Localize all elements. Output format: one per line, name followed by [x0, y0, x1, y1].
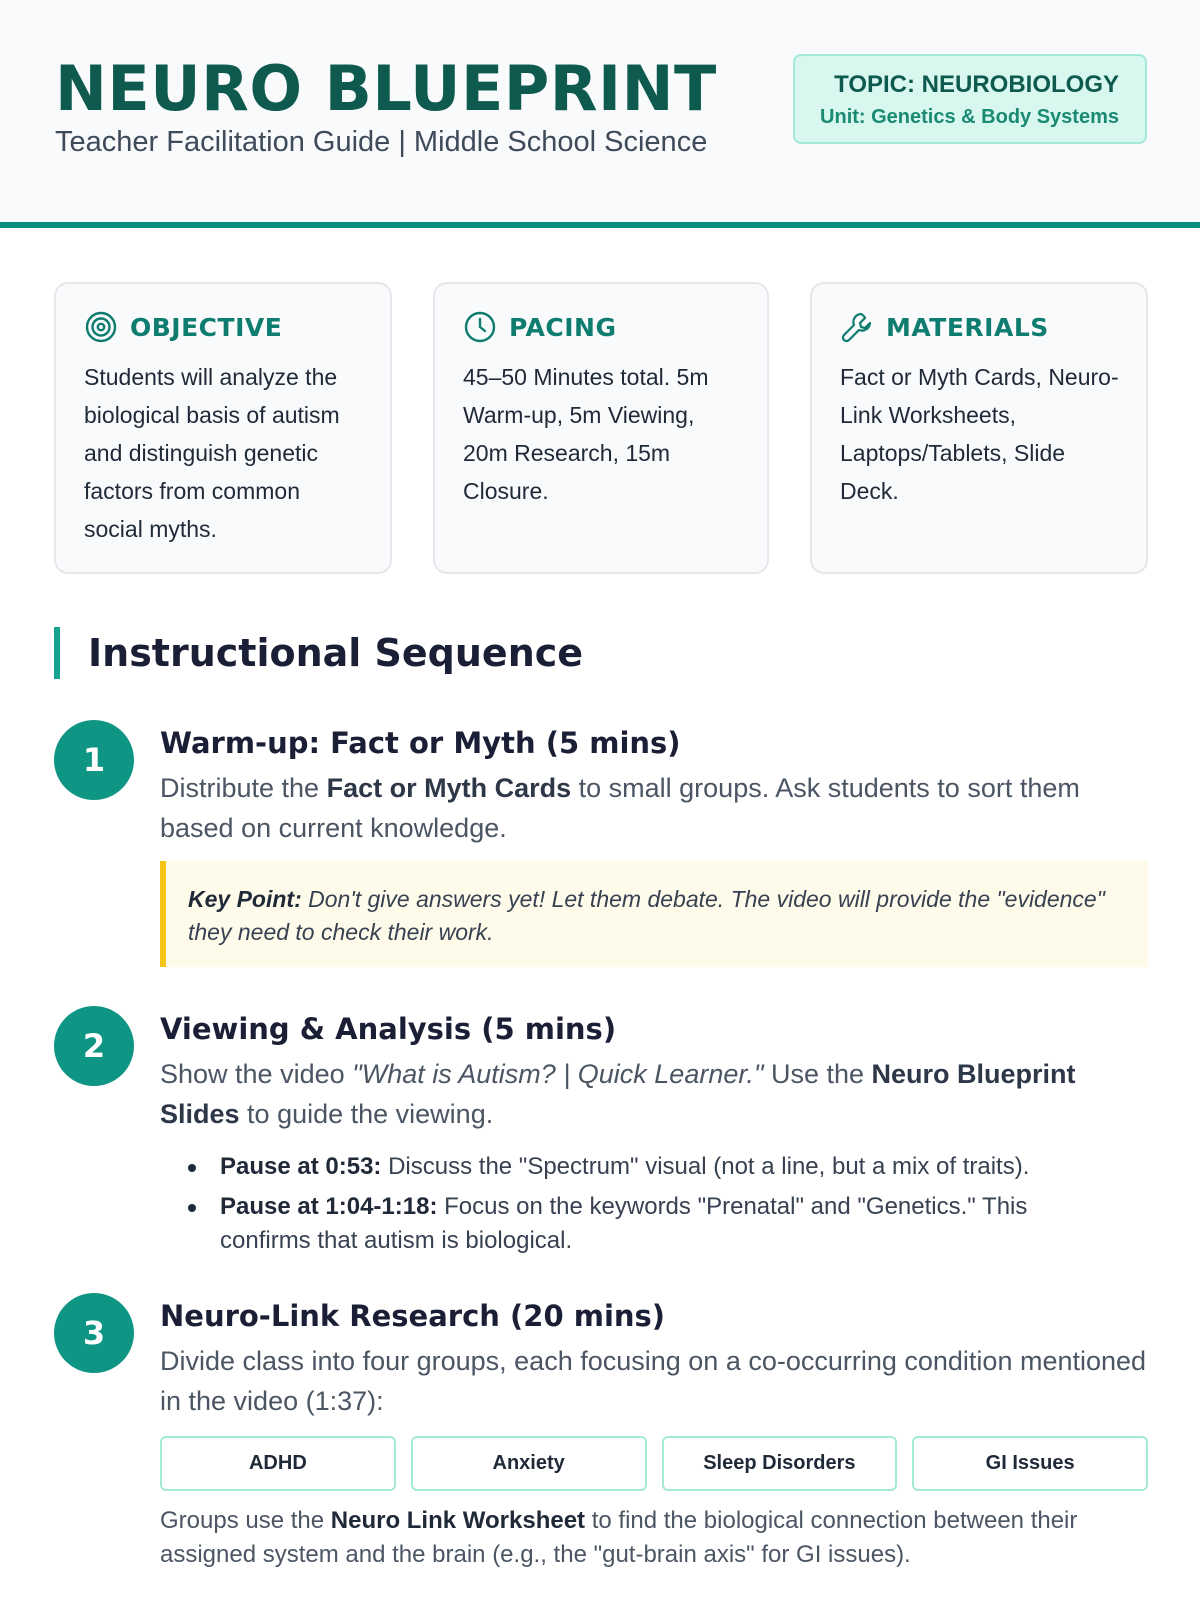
step-2-title: Viewing & Analysis (5 mins): [160, 1012, 617, 1046]
step-1-description: Distribute the Fact or Myth Cards to small groups. Ask students to sort them based on current knowledge.: [160, 773, 1080, 843]
pacing-title: PACING: [509, 312, 617, 342]
condition-sleep-disorders: Sleep Disorders: [662, 1436, 898, 1491]
key-point-callout: [160, 861, 1148, 967]
unit-label: Unit: Genetics & Body Systems: [820, 105, 1119, 128]
objective-text: Students will analyze the biological basis of autism and distinguish genetic factors from common social myths.: [84, 364, 340, 542]
step-3-worksheet-note: Groups use the Neuro Link Worksheet to find the biological connection between their assigned system and the brain (e.g., the "gut-brain axis" for GI issues).: [160, 1507, 1078, 1568]
step-1-title: Warm-up: Fact or Myth (5 mins): [160, 726, 681, 760]
step-3-description: Divide class into four groups, each focusing on a co-occurring condition mentioned in the video (1:37):: [160, 1346, 1147, 1416]
clock-icon: [463, 310, 497, 344]
page-subtitle: Teacher Facilitation Guide | Middle School Science: [55, 126, 708, 158]
step-2-bullets: [186, 1150, 1086, 1264]
page-header: [0, 0, 1200, 228]
condition-anxiety: Anxiety: [411, 1436, 647, 1491]
section-title: Instructional Sequence: [88, 631, 584, 675]
key-point-label: Key Point:: [188, 886, 302, 912]
materials-title: MATERIALS: [886, 312, 1049, 342]
objective-card: [54, 282, 392, 574]
list-item: Pause at 1:04-1:18: Focus on the keywords "Prenatal" and "Genetics." This confirms that autism is biological.: [186, 1190, 1086, 1258]
step-2-description: Show the video "What is Autism? | Quick Learner." Use the Neuro Blueprint Slides to guide the viewing.: [160, 1059, 1076, 1129]
materials-text: Fact or Myth Cards, Neuro-Link Worksheets, Laptops/Tablets, Slide Deck.: [840, 364, 1119, 504]
pacing-text: 45–50 Minutes total. 5m Warm-up, 5m Viewing, 20m Research, 15m Closure.: [463, 364, 709, 504]
step-1-number: 1: [54, 720, 134, 800]
objective-title: OBJECTIVE: [130, 312, 283, 342]
topic-badge: [793, 54, 1147, 144]
condition-gi-issues: GI Issues: [912, 1436, 1148, 1491]
topic-label: TOPIC: NEUROBIOLOGY: [834, 71, 1119, 98]
condition-adhd: ADHD: [160, 1436, 396, 1491]
condition-list: [160, 1436, 1148, 1491]
step-3-number: 3: [54, 1293, 134, 1373]
section-header: [54, 627, 583, 679]
target-icon: [84, 310, 118, 344]
step-3-title: Neuro-Link Research (20 mins): [160, 1299, 666, 1333]
pacing-card: [433, 282, 769, 574]
step-2-number: 2: [54, 1006, 134, 1086]
list-item: Pause at 0:53: Discuss the "Spectrum" visual (not a line, but a mix of traits).: [186, 1150, 1086, 1184]
page-title: NEURO BLUEPRINT: [55, 52, 717, 125]
materials-card: [810, 282, 1148, 574]
key-point-text: Don't give answers yet! Let them debate. The video will provide the "evidence" they need to check their work.: [188, 886, 1105, 945]
wrench-icon: [840, 310, 874, 344]
